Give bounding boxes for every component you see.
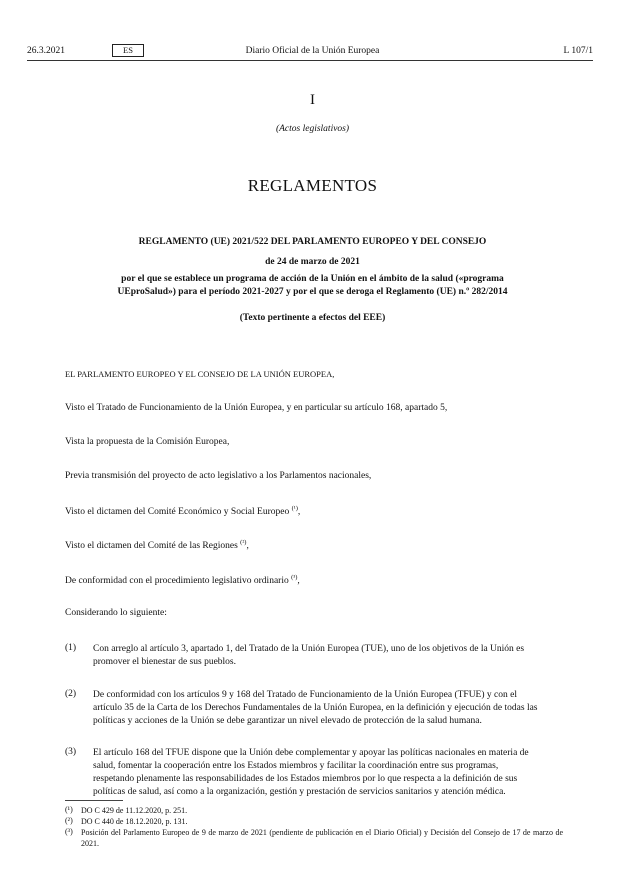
footnote-ref-3[interactable]: (³) [291,574,298,581]
recital-text: De conformidad con los artículos 9 y 168 del Tratado de Funcionamiento de la Unión Europea (TFUE) y con el artículo 35 de la Carta de los Derechos Fundamentales de la Unión Europea, en la definición y ejecución de todas las políticas y acciones de la Unión se debe garantizar un nivel elevado de protección de la salud humana. [93,690,538,726]
footnote-text: DO C 440 de 18.12.2020, p. 131. [81,817,188,826]
part-number: I [310,92,315,108]
regulation-subject-line-1: por el que se establece un programa de acción de la Unión en el ámbito de la salud («programa [121,274,504,284]
recital-number: (3) [65,747,77,757]
page-reference: L 107/1 [563,46,593,56]
enacting-authors: EL PARLAMENTO EUROPEO Y EL CONSEJO DE LA UNIÓN EUROPEA, [65,369,335,379]
footnote-ref-1[interactable]: (¹) [291,505,298,512]
publication-date: 26.3.2021 [27,46,65,56]
footnote-text: Posición del Parlamento Europeo de 9 de marzo de 2021 (pendiente de publicación en el Diario Oficial) y Decisión del Consejo de 17 de marzo de 2021. [81,828,563,848]
language-code: ES [112,44,144,57]
whereas-intro: Considerando lo siguiente: [65,608,167,618]
regulation-date: de 24 de marzo de 2021 [265,257,360,267]
citation-treaty: Visto el Tratado de Funcionamiento de la Unión Europea, y en particular su artículo 168, apartado 5, [65,403,448,413]
recital-number: (1) [65,643,77,653]
footnote-divider [65,800,123,801]
journal-title: Diario Oficial de la Unión Europea [245,46,380,56]
footnote-number: (³) [65,827,73,836]
regulation-title: REGLAMENTO (UE) 2021/522 DEL PARLAMENTO EUROPEO Y DEL CONSEJO [138,237,487,247]
footnote-number: (¹) [65,805,73,814]
eea-relevance: (Texto pertinente a efectos del EEE) [239,313,386,323]
citation-cor-text: Visto el dictamen del Comité de las Regiones [65,541,238,552]
section-heading: REGLAMENTOS [247,176,378,195]
regulation-subject-line-2: UEproSalud») para el período 2021-2027 y por el que se deroga el Reglamento (UE) n.º 282/2014 [117,287,508,297]
citation-esc-opinion: Visto el dictamen del Comité Económico y Social Europeo $^{(^1)}$, [65,505,301,518]
recital-text: Con arreglo al artículo 3, apartado 1, del Tratado de la Unión Europea (TUE), uno de los objetivos de la Unión es promover el bienestar de sus pueblos. [93,644,525,667]
recital-text: El artículo 168 del TFUE dispone que la Unión debe complementar y apoyar las políticas nacionales en materia de salud, fomentar la cooperación entre los Estados miembros y facilitar la coordinación entre sus programas, respetando plenamente las responsabilidades de los Estados miembros por lo que respecta a la definición de sus políticas de salud, así como a la organización, gestión y prestación de servicios sanitarios y atención médica. [93,748,529,797]
header-divider [27,60,593,61]
citation-national-parliaments: Previa transmisión del proyecto de acto legislativo a los Parlamentos nacionales, [65,471,372,481]
footnote-text: DO C 429 de 11.12.2020, p. 251. [81,806,188,815]
citation-cor-opinion: Visto el dictamen del Comité de las Regiones $^{(^2)}$, [65,539,249,552]
citation-procedure-text: De conformidad con el procedimiento legislativo ordinario [65,576,289,587]
citation-esc-text: Visto el dictamen del Comité Económico y Social Europeo [65,507,290,518]
footnote-ref-2[interactable]: (²) [240,539,247,546]
footnote-number: (²) [65,816,73,825]
recital-number: (2) [65,689,77,699]
citation-procedure: De conformidad con el procedimiento legislativo ordinario $^{(^3)}$, [65,574,300,587]
citation-proposal: Vista la propuesta de la Comisión Europea, [65,437,230,447]
part-subtitle: (Actos legislativos) [275,124,350,134]
